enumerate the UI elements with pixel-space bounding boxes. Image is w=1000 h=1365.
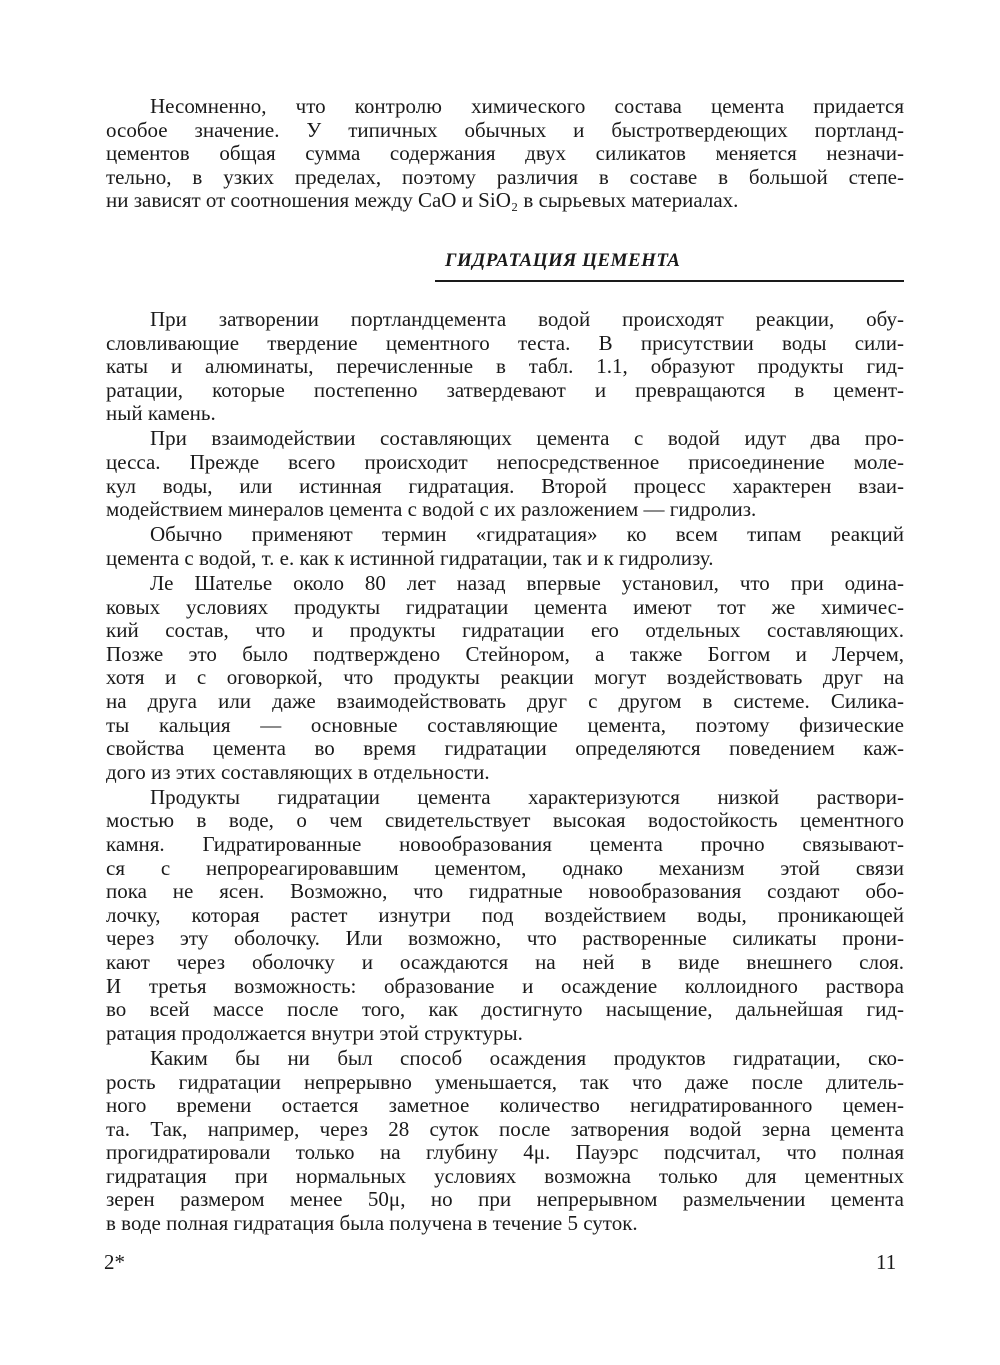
text-line: Ле Шателье около 80 лет назад впервые установил, что при одина- (150, 571, 904, 596)
text-line: ни зависят от соотношения между CaO и SiO₂ в сырьевых материалах. (106, 188, 739, 213)
text-line: цемента с водой, т. е. как к истинной гидратации, так и к гидролизу. (106, 545, 714, 570)
text-line: цементов общая сумма содержания двух силикатов меняется незначи- (106, 141, 904, 166)
text-line: прогидратировали только на глубину 4μ. Пауэрс подсчитал, что полная (106, 1140, 904, 1165)
text-line: ковых условиях продукты гидратации цемента имеют тот же химичес- (106, 594, 904, 619)
page-number: 11 (876, 1250, 897, 1274)
text-line: ратация продолжается внутри этой структуры. (106, 1020, 523, 1045)
section-body (106, 308, 904, 1236)
text-line: Позже это было подтверждено Стейнором, а также Боггом и Лерчем, (106, 641, 904, 666)
text-line: тельно, в узких пределах, поэтому различия в составе в большой степе- (106, 164, 904, 189)
text-line: особое значение. У типичных обычных и быстротвердеющих портланд- (106, 117, 904, 142)
intro-paragraph (106, 95, 904, 213)
text-line: кают через оболочку и осаждаются на ней в виде внешнего слоя. (106, 950, 904, 975)
text-line: зерен размером менее 50μ, но при непрерывном размельчении цемента (106, 1187, 904, 1212)
text-line: Несомненно, что контролю химического состава цемента придается (150, 94, 904, 118)
text-line: ный камень. (106, 401, 216, 426)
section-heading: ГИДРАТАЦИЯ ЦЕМЕНТА (445, 250, 681, 271)
text-line: на друга или даже взаимодействовать друг с другом в системе. Силика- (106, 689, 904, 713)
paragraph (106, 308, 904, 426)
heading-underline (435, 280, 904, 282)
paragraph (106, 523, 904, 570)
text-line: модействием минералов цемента с водой с их разложением — гидролиз. (106, 497, 757, 522)
text-line: ты кальция — основные составляющие цемента, поэтому физические (106, 712, 904, 737)
signature-mark: 2* (104, 1250, 125, 1274)
text-line: Обычно применяют термин «гидратация» ко всем типам реакций (150, 522, 904, 547)
paragraph (106, 786, 904, 1046)
text-line: свойства цемента во время гидратации определяются поведением каж- (106, 736, 904, 761)
text-line: во всей массе после того, как достигнуто насыщение, дальнейшая гид- (106, 997, 904, 1022)
text-line: та. Так, например, через 28 суток после затворения водой зерна цемента (106, 1116, 904, 1141)
text-line: мостью в воде, о чем свидетельствует высокая водостойкость цементного (106, 808, 904, 833)
text-line: кий состав, что и продукты гидратации его отдельных составляющих. (106, 618, 904, 643)
paragraph (106, 95, 904, 213)
text-line: словливающие твердение цементного теста. В присутствии воды сили- (106, 330, 904, 355)
text-line: ного времени остается заметное количество негидратированного цемен- (106, 1093, 904, 1118)
text-line: каты и алюминаты, перечисленные в табл. 1.1, образуют продукты гид- (106, 354, 904, 379)
text-line: При затворении портландцемента водой происходят реакции, обу- (150, 307, 904, 331)
text-line: ратации, которые постепенно затвердевают и превращаются в цемент- (106, 377, 904, 402)
text-line: гидратация при нормальных условиях возможна только для цементных (106, 1163, 904, 1188)
text-line: лочку, которая растет изнутри под воздействием воды, проникающей (106, 902, 904, 927)
text-line: При взаимодействии составляющих цемента с водой идут два про- (150, 426, 904, 451)
paragraph (106, 427, 904, 521)
text-line: в воде полная гидратация была получена в течение 5 суток. (106, 1211, 638, 1236)
text-line: ся с непрореагировавшим цементом, однако механизм этой связи (106, 855, 904, 880)
paragraph (106, 1047, 904, 1236)
text-line: цесса. Прежде всего происходит непосредственное присоединение моле- (106, 450, 904, 475)
text-line: через эту оболочку. Или возможно, что растворенные силикаты прони- (106, 926, 904, 951)
text-line: кул воды, или истинная гидратация. Второй процесс характерен взаи- (106, 473, 904, 498)
text-line: Каким бы ни был способ осаждения продуктов гидратации, ско- (150, 1045, 904, 1070)
paragraph (106, 572, 904, 784)
text-line: хотя и с оговоркой, что продукты реакции могут воздействовать друг на (106, 665, 904, 690)
text-line: И третья возможность: образование и осаждение коллоидного раствора (106, 973, 904, 998)
text-line: дого из этих составляющих в отдельности. (106, 759, 490, 784)
text-line: камня. Гидратированные новообразования цемента прочно связывают- (106, 832, 904, 857)
text-line: Продукты гидратации цемента характеризуются низкой раствори- (150, 784, 904, 809)
text-line: пока не ясен. Возможно, что гидратные новообразования создают обо- (106, 879, 904, 904)
text-line: рость гидратации непрерывно уменьшается, так что даже после длитель- (106, 1069, 904, 1094)
